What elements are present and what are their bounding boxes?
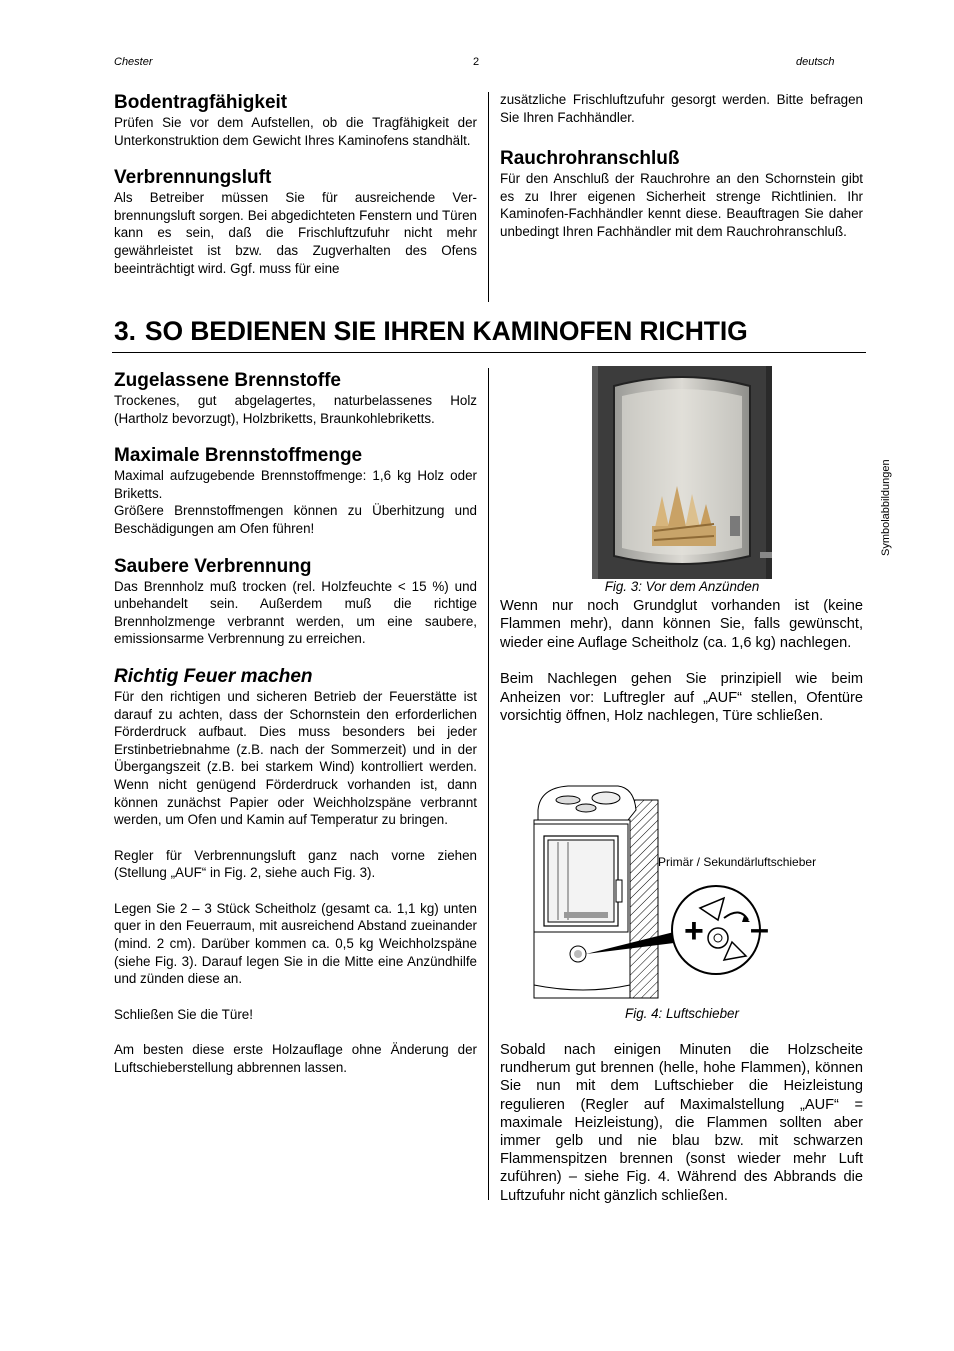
section-title-saubere-verbrennung: Saubere Verbrennung [114,555,312,577]
section-text-bodentragfaehigkeit: Prüfen Sie vor dem Aufstellen, ob die Tragfähigkeit der Unterkonstruktion dem Gewicht Ihres Kaminofens standhält. [114,115,477,148]
chapter-heading [114,316,748,347]
fig3-caption: Fig. 3: Vor dem Anzünden [604,579,760,594]
slider-label: Primär / Sekundärluftschieber [658,855,817,869]
right-paragraph-3: Sobald nach einigen Minuten die Holzscheite rundherum gut brennen (helle, hohe Flammen), können Sie nun mit dem Luftschieber die Heizleistung regulieren (Regler auf Maximalstellung „AUF“ = maximale Heizleistung), die Flammen sollten aber immer gelb und nie blau bzw. mit schwarzen Flammenspitzen brennen (sonst wieder mehr Luft zuführen) – siehe Fig. 4. Während des Abbrands die Luftzufuhr nicht gänzlich schließen. [500,1042,863,1204]
header-right: deutsch [796,56,835,68]
side-label: Symbolabbildungen [880,459,892,556]
right-paragraph-1: Wenn nur noch Grundglut vorhanden ist (keine Flammen mehr), dann können Sie, falls gewünscht, wieder eine Auflage Scheitholz (ca. 1,6 kg) nachlegen. [500,598,863,651]
header-left: Chester [114,56,153,68]
plus-sign: + [684,912,704,950]
right-column-lower [500,1041,863,1205]
section-text-verbrennungsluft: Als Betreiber müssen Sie für ausreichende Ver-brennungsluft sorgen. Bei abgedichteten Fenstern und Türen kann es sein, daß die Frischluftzufuhr nicht mehr gewährleistet ist bzw. das Zugverhalten des Ofens beeinträchtigt wird. Ggf. muss für eine [114,190,477,276]
chapter-number: 3. [114,316,136,346]
column-divider-top [488,92,489,302]
chapter-title: SO BEDIENEN SIE IHREN KAMINOFEN RICHTIG [144,316,748,346]
section-text-brennstoffmenge-1: Maximal aufzugebende Brennstoffmenge: 1,6 kg Holz oder Briketts. [114,468,477,501]
section-title-brennstoffe: Zugelassene Brennstoffe [114,370,341,391]
section-title-brennstoffmenge: Maximale Brennstoffmenge [114,445,363,467]
feuer-paragraph-5: Am besten diese erste Holzauflage ohne Änderung der Luftschieberstellung abbrennen lassen. [114,1042,477,1076]
right-column-upper [500,597,863,725]
stove-photo-figure [592,366,772,579]
section-title-bodentragfaehigkeit: Bodentragfähigkeit [114,92,288,113]
feuer-paragraph-3: Legen Sie 2 – 3 Stück Scheitholz (gesamt ca. 1,1 kg) unten quer in den Feuerraum, mit ausreichend Abstand zueinander (mind. 2 cm). Darüber kommen ca. 0,5 kg Weichholzspäne (siehe Fig. 3). Darauf legen Sie in die Mitte eine Anzündhilfe und zünden diese an. [114,900,477,987]
feuer-paragraph-2: Regler für Verbrennungsluft ganz nach vorne ziehen (Stellung „AUF“ in Fig. 2, siehe auch Fig. 3). [114,847,477,881]
column-divider-main [488,368,489,1200]
right-paragraph-2: Beim Nachlegen gehen Sie prinzipiell wie beim Anheizen vor: Luftregler auf „AUF“ stellen, Ofentüre vorsichtig öffnen, Holz nachlegen, Türe schließen. [500,671,863,725]
chapter-rule [112,352,866,353]
air-slider-diagram [528,780,858,1005]
page-number: 2 [473,56,480,68]
section-text-brennstoffe: Trockenes, gut abgelagertes, naturbelassenes Holz (Hartholz bevorzugt), Holzbriketts, Braunkohlebriketts. [114,393,477,426]
section-title-rauchrohranschluss: Rauchrohranschluß [500,148,680,170]
section-text-brennstoffmenge-2: Größere Brennstoffmengen können zu Überhitzung und Beschädigungen am Ofen führen! [114,503,477,536]
feuer-paragraph-1: Für den richtigen und sicheren Betrieb der Feuerstätte ist darauf zu achten, dass der Schornstein den erforderlichen Förderdruck aufbaut. Dies muss besonders bei jeder Erstinbetriebnahme (z.B. nach der Sommerzeit) und in der Übergangszeit (z.B. bei starkem Wind) kontrolliert werden. Wenn nicht genügend Förderdruck vorhanden ist, dann können zunächst Papier oder Weichholzspäne verbrannt werden, um Ofen und Kamin auf Temperatur zu bringen. [114,688,477,828]
continued-text: zusätzliche Frischluftzufuhr gesorgt werden. Bitte befragen Sie Ihren Fachhändler. [500,92,863,125]
fig4-caption: Fig. 4: Luftschieber [625,1006,739,1021]
feuer-paragraph-4: Schließen Sie die Türe! [114,1006,253,1022]
top-left-column [114,92,477,277]
section-text-saubere-verbrennung: Das Brennholz muß trocken (rel. Holzfeuchte < 15 %) und unbehandelt sein. Außerdem muß die richtige Brennholzmenge verbrannt werden, um eine saubere, emissionsarme Verbrennung zu erreichen. [114,578,477,647]
top-right-column [500,91,863,241]
section-text-rauchrohranschluss: Für den Anschluß der Rauchrohre an den Schornstein gibt es zu Ihrer eigenen Sicherheit strenge Richtlinien. Ihr Kaminofen-Fachhändler kennt diese. Beauftragen Sie daher unbedingt Ihren Fachhändler mit dem Rauchrohranschluß. [500,171,863,239]
section-title-verbrennungsluft: Verbrennungsluft [114,167,272,189]
minus-sign: – [750,910,769,948]
left-column [114,370,477,1077]
section-title-feuer-machen: Richtig Feuer machen [114,665,313,687]
